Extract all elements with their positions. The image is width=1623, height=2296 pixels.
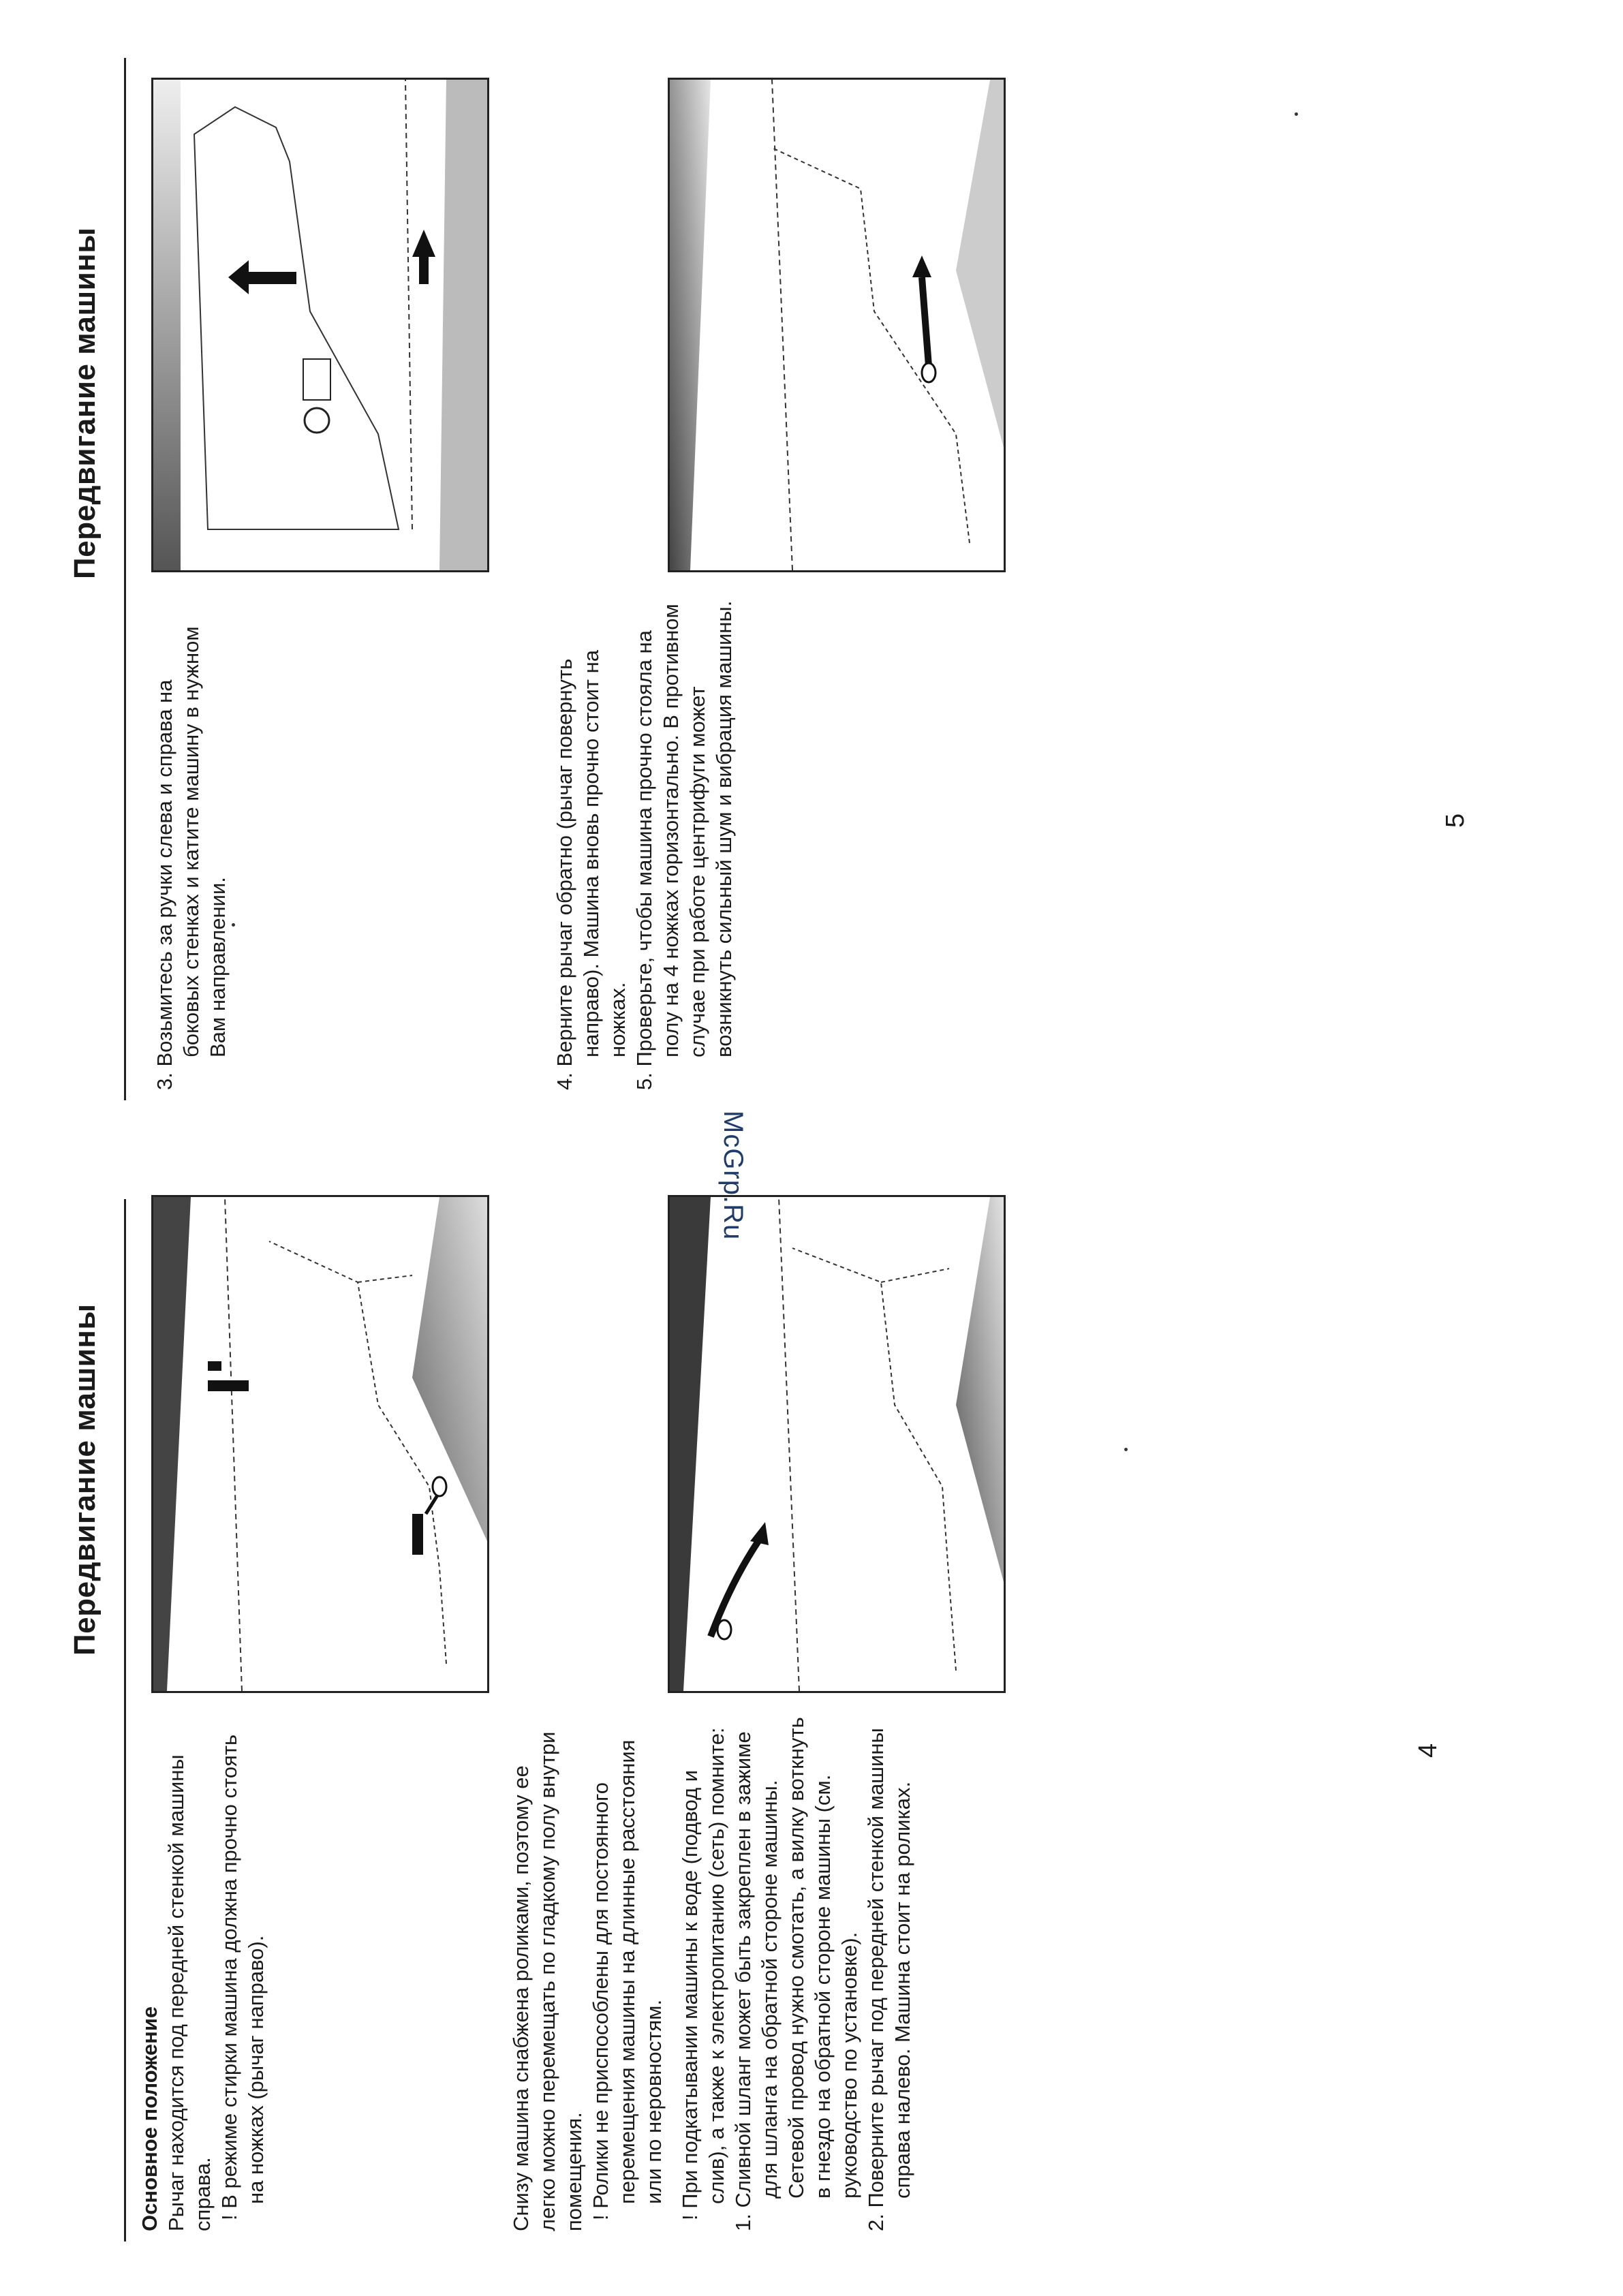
right-page-number: 5: [1441, 813, 1470, 828]
right-header-rule: [124, 58, 126, 1100]
basic-position-section: [136, 1713, 269, 2231]
list-item-5: [631, 600, 737, 1090]
left-header-rule: [124, 1199, 126, 2241]
rollers-text: Снизу машина снабжена роликами, поэтому ее легко можно перемещать по гладкому полу внутри помещения.: [509, 1731, 586, 2231]
page-left: [0, 1148, 1623, 2296]
basic-position-heading: Основное положение: [138, 2006, 161, 2231]
rollers-section: [508, 1713, 916, 2231]
figure-lever-feet-position: [151, 1195, 489, 1693]
list-item-3-text: Возьмитесь за ручки слева и справа на боковых стенках и катите машину в нужном Вам направлении.: [153, 626, 230, 1067]
lever-location-text: Рычаг находится под передней стенкой машины справа.: [164, 1754, 215, 2231]
list-item-4: [551, 600, 631, 1090]
list-item-1-subtext: Сетевой провод нужно смотать, а вилку воткнуть в гнездо на обратной стороне машины (см. руководство по установке).: [784, 1717, 861, 2199]
list-item-2-text: Поверните рычаг под передней стенкой машины справа налево. Машина стоит на роликах.: [864, 1728, 914, 2208]
rollers-note: ! Ролики не приспособлены для постоянного перемещения машины на длинные расстояния или по неровностям.: [589, 1739, 666, 2220]
list-item-3: [151, 600, 231, 1090]
list-item-3-number: 3.: [153, 1072, 176, 1090]
list-item-1-number: 1.: [731, 2214, 755, 2231]
list-item-1-text: Сливной шланг может быть закреплен в зажиме для шланга на обратной стороне машины.: [731, 1731, 782, 2208]
scan-speck: [1295, 112, 1298, 116]
list-item-2-number: 2.: [864, 2214, 888, 2231]
scan-speck: [1124, 1448, 1128, 1451]
list-item-1: [730, 1713, 783, 2231]
scan-speck: [232, 923, 235, 927]
right-page-title: Передвигание машины: [68, 227, 102, 579]
list-item-4-text: Верните рычаг обратно (рычаг повернуть направо). Машина вновь прочно стоит на ножках.: [553, 650, 630, 1067]
list-item-5-text: Проверьте, чтобы машина прочно стояла на полу на 4 ножках горизонтально. В противном случае при работе центрифуги может возникнуть сильный шум и вибрация машины.: [632, 600, 736, 1067]
list-item-2: [863, 1713, 916, 2231]
list-item-5-number: 5.: [632, 1072, 656, 1090]
figure-lever-back-to-feet: [668, 78, 1006, 572]
left-page-number: 4: [1414, 1743, 1442, 1758]
figure-lever-rollers-position: [668, 1195, 1006, 1693]
connection-note: ! При подкатывании машины к воде (подвод и слив), а также к электропитанию (сеть) помните:: [678, 1727, 728, 2220]
watermark: McGrp.Ru: [718, 1111, 748, 1241]
steps-section: [151, 600, 737, 1090]
wash-mode-note: ! В режиме стирки машина должна прочно стоять на ножках (рычаг направо).: [217, 1734, 268, 2220]
left-page-title: Передвигание машины: [68, 1303, 102, 1656]
list-item-4-number: 4.: [553, 1072, 576, 1090]
figure-rolling-machine: [151, 78, 489, 572]
